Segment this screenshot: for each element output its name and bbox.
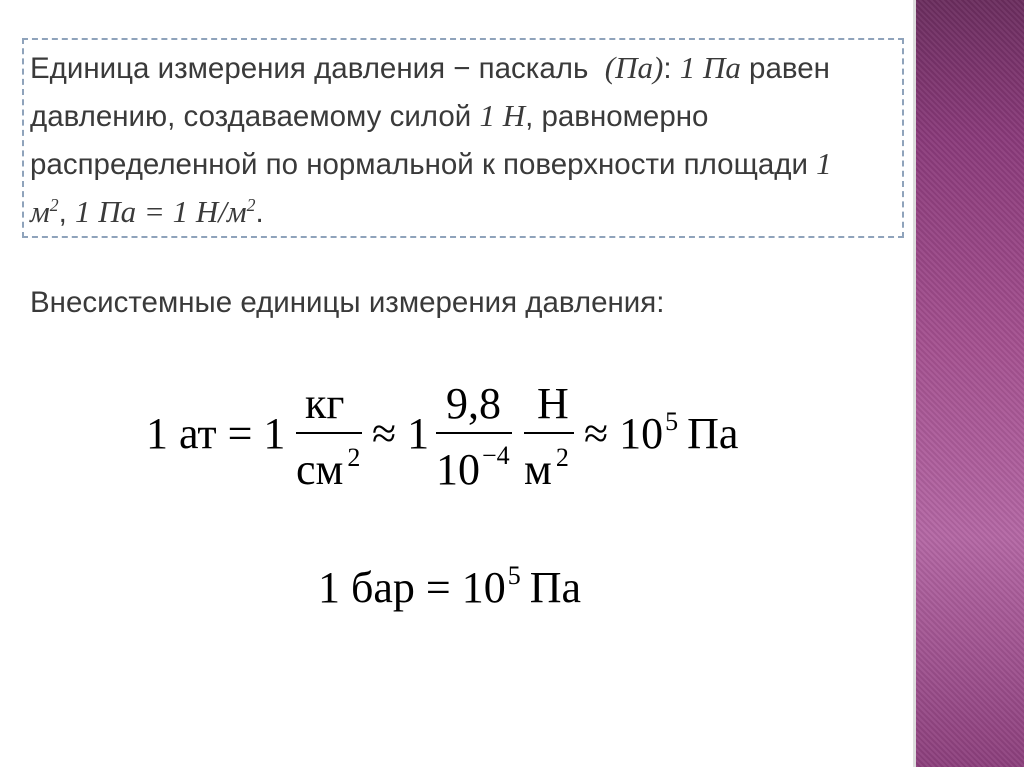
formula-bar-unit: Па	[529, 563, 582, 612]
unit-symbol: (Па)	[604, 50, 664, 85]
formula-at-approx-1: ≈ 1	[372, 409, 430, 458]
formula-at-result: ≈ $10^5$ Па	[584, 407, 739, 458]
frac1-denominator: см $^2$	[296, 443, 361, 494]
section-subtitle: Внесистемные единицы измерения давления:	[30, 286, 665, 319]
frac1-numerator: кг	[305, 379, 345, 428]
frac3-denominator: м $^2$	[524, 443, 569, 494]
frac2-denominator: $10^{-4}$	[436, 441, 510, 494]
pascal-definition: Единица измерения давления − паскаль (Па): 1 Па равен давлению, создаваемому силой 1 Н, равномерно распределенной по нормальной к поверхности площади 1 $м^2$, 1 Па = 1 $Н/м^2$.	[30, 50, 832, 229]
frac2-numerator: 9,8	[446, 379, 501, 428]
frac3-numerator: Н	[537, 379, 569, 428]
pascal-formula: 1 Па = 1 Н/м	[75, 194, 247, 229]
formula-at-lhs: 1 ат = 1	[146, 409, 286, 458]
decorative-side-stripe	[916, 0, 1024, 767]
formula-bar-exp: 5	[507, 561, 521, 590]
formula-bar-lhs: 1 бар = 10	[318, 563, 506, 612]
